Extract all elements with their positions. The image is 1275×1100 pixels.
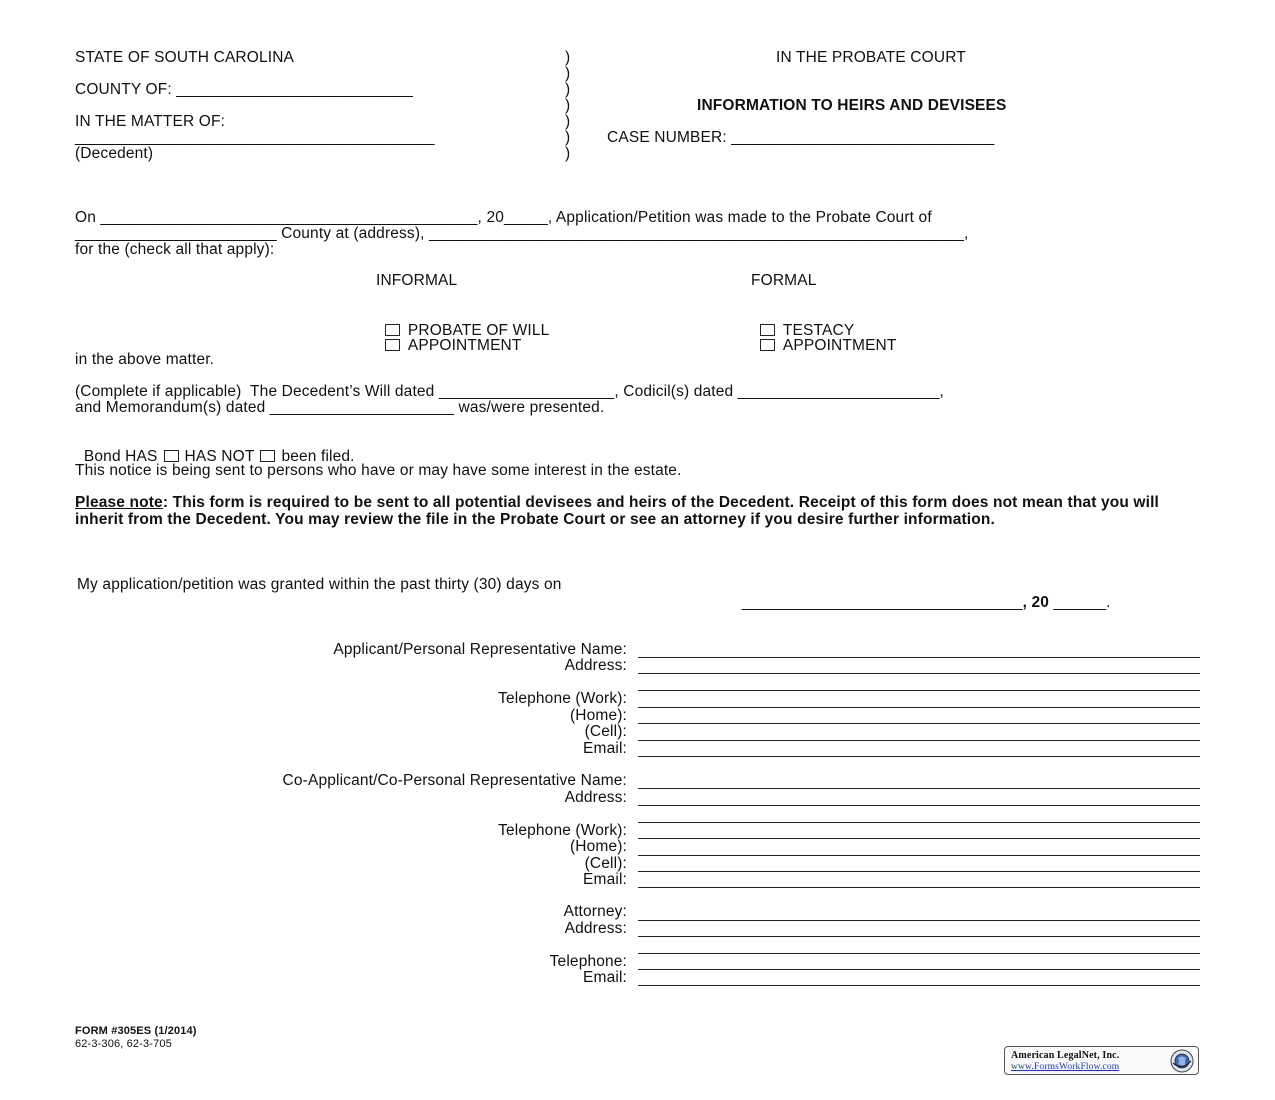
county-field: COUNTY OF: ___________________________ <box>75 81 414 98</box>
option-formal-appointment[interactable] <box>751 319 897 355</box>
logo-company-name: American LegalNet, Inc. <box>1011 1050 1120 1061</box>
option-informal-appointment[interactable] <box>376 319 522 355</box>
applicant-address-line[interactable] <box>638 673 1200 674</box>
bond-has-not-label: HAS NOT <box>184 448 255 465</box>
paren-divider: ) <box>565 129 571 146</box>
state-name: STATE OF SOUTH CAROLINA <box>75 49 295 66</box>
attorney-name-label: Attorney: <box>563 903 627 920</box>
granted-text: My application/petition was granted within the past thirty (30) days on <box>77 576 562 593</box>
applicant-home-phone-line[interactable] <box>638 723 1200 724</box>
co-applicant-name-label: Co-Applicant/Co-Personal Representative Name: <box>282 772 627 789</box>
will-dated-line: (Complete if applicable) The Decedent’s Will dated ____________________, Codicil(s) dated _______________________, <box>75 383 944 400</box>
attorney-phone-label: Telephone: <box>549 953 627 970</box>
checkbox[interactable] <box>385 339 400 351</box>
applicant-home-phone-label: (Home): <box>569 707 627 724</box>
bond-status-line <box>75 430 355 466</box>
bond-has-label: Bond HAS <box>83 448 158 465</box>
co-applicant-address-label: Address: <box>564 789 627 806</box>
attorney-address-label: Address: <box>564 920 627 937</box>
attorney-phone-line[interactable] <box>638 969 1200 970</box>
co-applicant-email-label: Email: <box>583 871 627 888</box>
co-applicant-home-phone-label: (Home): <box>569 838 627 855</box>
attorney-email-line[interactable] <box>638 985 1200 986</box>
bond-has-not-checkbox[interactable] <box>260 450 275 462</box>
notice-text: This notice is being sent to persons who have or may have some interest in the estate. <box>75 462 682 479</box>
statute-references: 62-3-306, 62-3-705 <box>75 1038 172 1050</box>
applicant-cell-phone-label: (Cell): <box>584 723 627 740</box>
option-label: APPOINTMENT <box>407 337 522 354</box>
co-applicant-work-phone-label: Telephone (Work): <box>498 822 627 839</box>
attorney-name-line[interactable] <box>638 920 1200 921</box>
matter-label: IN THE MATTER OF: <box>75 113 226 130</box>
co-applicant-address-line[interactable] <box>638 805 1200 806</box>
form-number: FORM #305ES (1/2014) <box>75 1025 197 1037</box>
attorney-email-label: Email: <box>583 969 627 986</box>
co-applicant-name-line[interactable] <box>638 788 1200 789</box>
county-address-line: _______________________ County at (address), _____________________________________________________________, <box>75 225 969 242</box>
attorney-address-line-2[interactable] <box>638 953 1200 954</box>
paren-divider: ) <box>565 97 571 114</box>
option-label: PROBATE OF WILL <box>407 322 550 339</box>
globe-icon <box>1170 1049 1194 1073</box>
case-number-field: CASE NUMBER: ______________________________ <box>607 129 995 146</box>
please-note-label: Please note <box>75 494 163 511</box>
paren-divider: ) <box>565 49 571 66</box>
co-applicant-email-line[interactable] <box>638 887 1200 888</box>
co-applicant-cell-phone-line[interactable] <box>638 871 1200 872</box>
option-label: TESTACY <box>782 322 855 339</box>
applicant-name-line[interactable] <box>638 657 1200 658</box>
applicant-cell-phone-line[interactable] <box>638 740 1200 741</box>
decedent-name-line: _________________________________________ <box>75 129 435 146</box>
please-note-text: : This form is required to be sent to all potential devisees and heirs of the Decedent. Receipt of this form does not mean that you will inherit from the Decedent. You may review the file in the Probate Court or see an attorney if you desire further information. <box>75 494 1160 528</box>
check-all-label: for the (check all that apply): <box>75 241 275 258</box>
paren-divider: ) <box>565 145 571 162</box>
bond-has-checkbox[interactable] <box>164 450 179 462</box>
applicant-email-line[interactable] <box>638 756 1200 757</box>
granted-date-line <box>733 576 1111 612</box>
vendor-logo[interactable] <box>1004 1046 1199 1075</box>
paren-divider: ) <box>565 65 571 82</box>
attorney-address-line[interactable] <box>638 936 1200 937</box>
formal-heading: FORMAL <box>751 272 817 289</box>
applicant-name-label: Applicant/Personal Representative Name: <box>333 641 627 658</box>
applicant-email-label: Email: <box>583 740 627 757</box>
checkbox[interactable] <box>760 339 775 351</box>
co-applicant-home-phone-line[interactable] <box>638 855 1200 856</box>
paren-divider: ) <box>565 113 571 130</box>
co-applicant-address-line-2[interactable] <box>638 822 1200 823</box>
granted-year-label: , 20 <box>1022 594 1050 611</box>
co-applicant-cell-phone-label: (Cell): <box>584 855 627 872</box>
decedent-label: (Decedent) <box>75 145 154 162</box>
option-label: APPOINTMENT <box>782 337 897 354</box>
applicant-work-phone-label: Telephone (Work): <box>498 690 627 707</box>
informal-heading: INFORMAL <box>376 272 458 289</box>
applicant-work-phone-line[interactable] <box>638 707 1200 708</box>
applicant-address-line-2[interactable] <box>638 690 1200 691</box>
above-matter-text: in the above matter. <box>75 351 215 368</box>
petition-date-line: On ___________________________________________, 20_____, Application/Petition was made to the Probate Court of <box>75 209 932 226</box>
co-applicant-work-phone-line[interactable] <box>638 838 1200 839</box>
granted-date-blank: ________________________________ <box>741 594 1023 611</box>
please-note-paragraph <box>75 495 1190 528</box>
form-title: INFORMATION TO HEIRS AND DEVISEES <box>697 97 1007 114</box>
bond-filed-label: been filed. <box>281 448 355 465</box>
logo-website-link[interactable]: www.FormsWorkFlow.com <box>1011 1062 1120 1072</box>
granted-year-blank: ______. <box>1049 594 1111 611</box>
court-name: IN THE PROBATE COURT <box>776 49 966 66</box>
paren-divider: ) <box>565 81 571 98</box>
memorandum-line: and Memorandum(s) dated _____________________ was/were presented. <box>75 399 605 416</box>
applicant-address-label: Address: <box>564 657 627 674</box>
